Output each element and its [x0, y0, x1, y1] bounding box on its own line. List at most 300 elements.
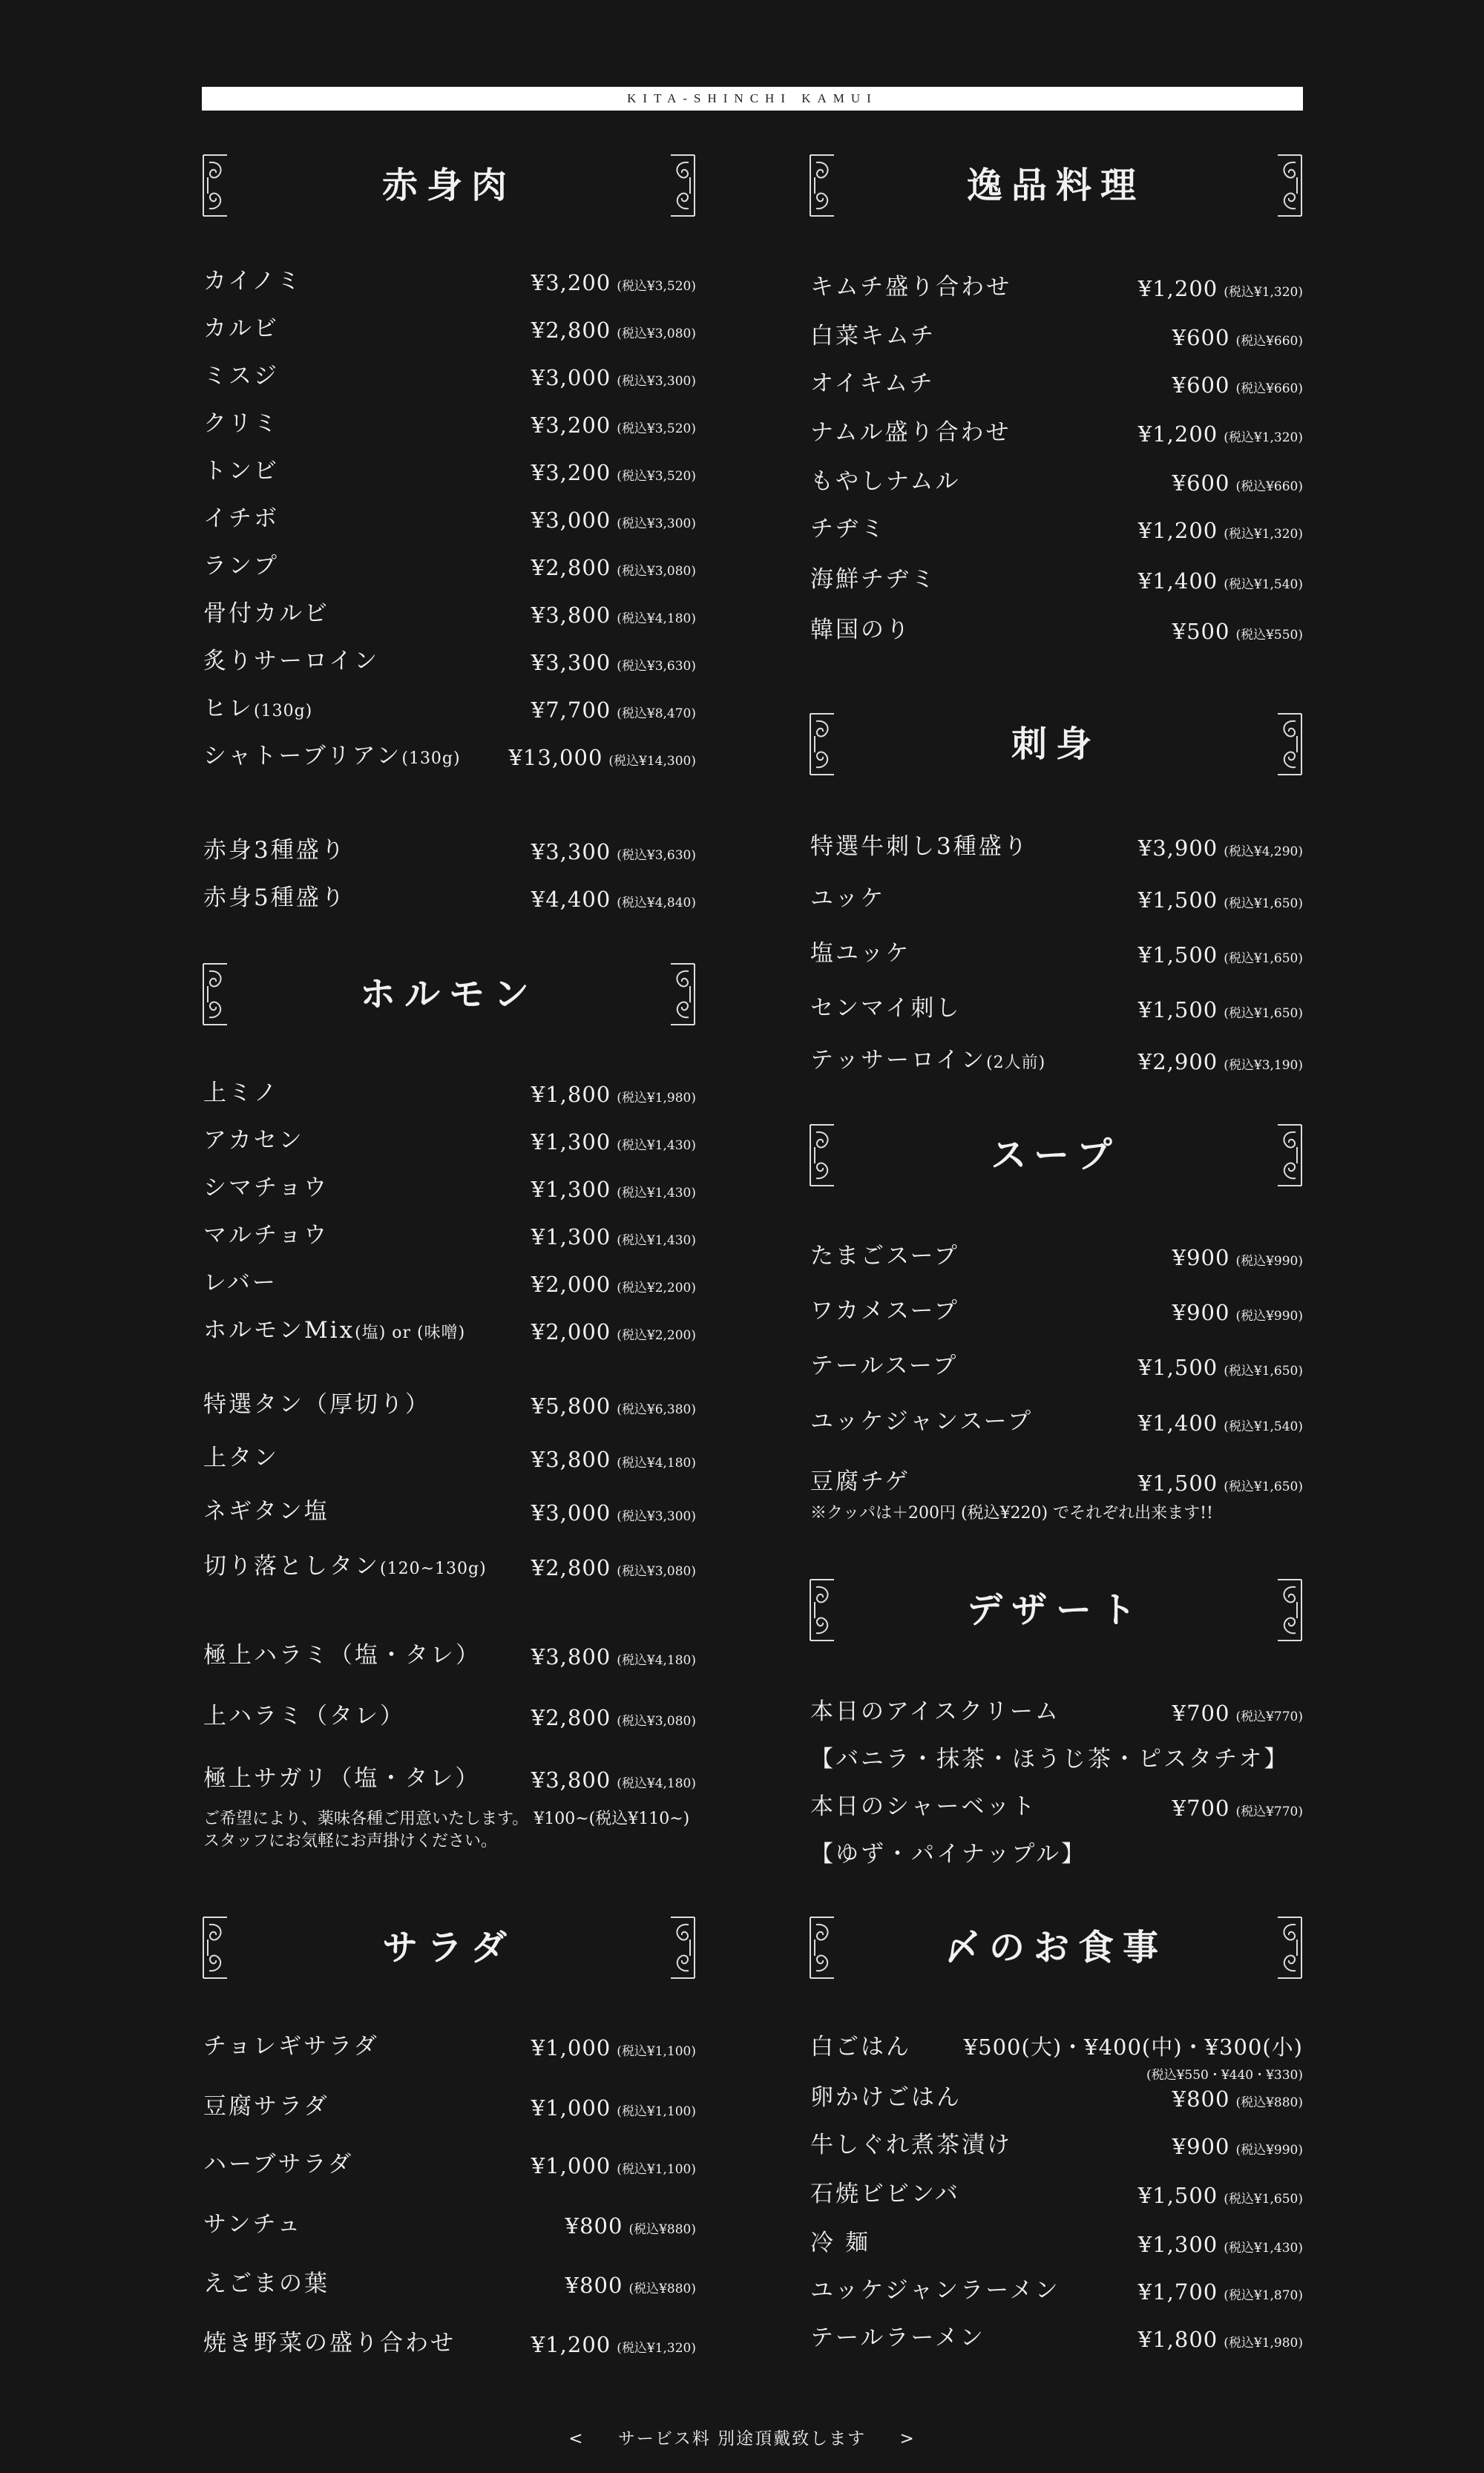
menu-item: [809, 1350, 1303, 1380]
item-name: 石焼ビビンバ: [810, 2181, 960, 2207]
item-name: 切り落としタン: [203, 1553, 380, 1580]
item-name-wrap: [810, 1462, 910, 1496]
item-price-wrap: [1172, 325, 1303, 350]
menu-item: [202, 1315, 696, 1344]
item-tax-price: (税込¥990): [1235, 1309, 1303, 1324]
item-price: ¥3,800: [531, 1644, 611, 1669]
item-price: ¥5,800: [531, 1393, 611, 1419]
item-price: ¥1,300: [531, 1129, 611, 1155]
menu-section: [809, 1916, 1303, 2352]
menu-item: [809, 1406, 1303, 1436]
item-name-wrap: [203, 1636, 481, 1669]
item-price: ¥2,000: [531, 1272, 611, 1297]
ornament-icon: [1276, 1123, 1303, 1187]
item-price: ¥7,700: [531, 697, 611, 723]
item-price: ¥1,500: [1137, 942, 1218, 968]
item-price-wrap: [531, 555, 696, 580]
item-name-wrap: [203, 1385, 430, 1419]
menu-section: [809, 712, 1303, 1074]
item-tax-price: (税込¥1,430): [1224, 2241, 1303, 2256]
item-price: ¥900: [1172, 1245, 1230, 1270]
item-name-wrap: [810, 560, 936, 594]
item-tax-price: (税込¥1,320): [617, 2341, 696, 2356]
item-price: ¥1,500: [1137, 2183, 1218, 2208]
item-tax-price: (税込¥880): [1235, 2095, 1303, 2110]
menu-item: [809, 1839, 1303, 1868]
item-price-wrap: [1138, 2232, 1303, 2257]
item-name: オイキムチ: [810, 370, 935, 397]
item-name: クリミ: [203, 410, 279, 437]
menu-item: [202, 1172, 696, 1202]
item-name-wrap: [810, 989, 961, 1022]
item-price-wrap: [531, 2035, 696, 2060]
item-tax-price: (税込¥1,650): [1224, 2192, 1303, 2207]
item-name-wrap: [203, 2145, 353, 2178]
ornament-icon: [1276, 154, 1303, 217]
item-price-wrap: [531, 1767, 696, 1793]
item-name: チョレギサラダ: [203, 2033, 379, 2060]
item-price-wrap: [531, 270, 696, 295]
item-name-wrap: [810, 2126, 1012, 2159]
item-price-wrap: [565, 2273, 696, 2298]
item-name: 海鮮チヂミ: [810, 566, 936, 593]
item-name: 上ハラミ（タレ）: [203, 1703, 405, 1730]
item-name-wrap: [203, 1547, 487, 1580]
footer-left-bracket: <: [568, 2429, 585, 2449]
item-name-wrap: [810, 1787, 1037, 1821]
item-price: ¥600: [1172, 325, 1230, 350]
item-price: ¥3,000: [531, 508, 611, 533]
item-price: ¥1,300: [531, 1177, 611, 1202]
item-tax-price: (税込¥3,630): [617, 848, 696, 863]
item-name: ナムル盛り合わせ: [810, 419, 1011, 446]
item-name-wrap: [810, 462, 960, 496]
menu-item: [202, 408, 696, 438]
item-price-wrap: [1138, 276, 1303, 301]
section-title: 刺身: [1011, 723, 1100, 765]
menu-item: [809, 614, 1303, 644]
item-name: ハーブサラダ: [203, 2151, 354, 2178]
item-name-wrap: [810, 1292, 959, 1325]
menu-item: [202, 2268, 696, 2298]
menu-item: [202, 2031, 696, 2060]
ornament-icon: [1276, 712, 1303, 776]
item-note: (130g): [401, 749, 461, 768]
item-tax-price: (税込¥6,380): [617, 1402, 696, 1417]
menu-section: [202, 1916, 696, 2357]
item-name: 塩ユッケ: [810, 940, 911, 967]
item-tax-price: (税込¥4,180): [617, 1776, 696, 1791]
menu-item: [202, 1077, 696, 1107]
footer-right-bracket: >: [899, 2429, 916, 2449]
item-price: ¥4,400: [531, 887, 611, 912]
item-tax-price: (税込¥1,870): [1224, 2288, 1303, 2303]
ornament-icon: [1276, 1916, 1303, 1980]
item-name: えごまの葉: [203, 2270, 329, 2297]
item-tax-price: (税込¥1,100): [617, 2044, 696, 2059]
item-name-wrap: [203, 2205, 303, 2239]
item-price-wrap: [1138, 942, 1303, 968]
item-name-wrap: [810, 1835, 1086, 1868]
item-name: シャトーブリアン: [203, 743, 402, 769]
menu-item: [809, 1696, 1303, 1726]
item-price: ¥3,800: [531, 1767, 611, 1793]
item-note: (130g): [254, 702, 313, 720]
item-name-wrap: [810, 1347, 958, 1380]
item-name-wrap: [810, 317, 936, 350]
item-tax-price: (税込¥1,980): [617, 1091, 696, 1106]
item-price-wrap: [531, 887, 696, 912]
item-price: ¥2,000: [531, 1319, 611, 1344]
item-name: 冷 麺: [810, 2230, 870, 2256]
item-name: たまごスープ: [810, 1243, 959, 1270]
menu-item: [202, 361, 696, 390]
section-header: [202, 1916, 696, 1980]
item-name-wrap: [203, 2265, 329, 2298]
item-name: ミスジ: [203, 363, 279, 390]
item-name: テールスープ: [810, 1353, 959, 1379]
item-price: ¥1,700: [1137, 2279, 1218, 2305]
item-price-wrap: [1138, 568, 1303, 594]
item-price-wrap: [531, 2153, 696, 2178]
item-price-wrap: [1172, 372, 1303, 398]
item-tax-price: (税込¥4,180): [617, 1456, 696, 1471]
menu-section: [809, 154, 1303, 644]
item-tax-price: (税込¥1,540): [1224, 577, 1303, 592]
item-name: ヒレ: [203, 695, 254, 722]
item-price: ¥3,000: [531, 365, 611, 390]
section-header: [809, 1578, 1303, 1642]
item-price-wrap: [531, 1129, 696, 1155]
item-tax-price: (税込¥990): [1235, 2143, 1303, 2158]
item-name-wrap: [810, 934, 910, 968]
item-price: ¥1,500: [1137, 1355, 1218, 1380]
item-price-wrap: [1138, 2183, 1303, 2208]
item-price: ¥500(大)・¥400(中)・¥300(小): [963, 2034, 1303, 2060]
item-name-wrap: [203, 1216, 329, 1249]
menu-item: [202, 1389, 696, 1419]
section-header: [202, 962, 696, 1026]
item-tax-price: (税込¥3,630): [617, 659, 696, 674]
item-tax-price: (税込¥770): [1235, 1710, 1303, 1724]
item-name-wrap: [203, 737, 461, 770]
item-price-wrap: [531, 1393, 696, 1419]
item-tax-price: (税込¥1,320): [1224, 430, 1303, 445]
item-price-wrap: [1138, 1471, 1303, 1496]
item-name-wrap: [810, 1237, 959, 1270]
menu-section: [809, 1123, 1303, 1523]
item-tax-price: (税込¥4,290): [1224, 844, 1303, 859]
item-price: ¥1,400: [1137, 568, 1218, 594]
item-name-wrap: [810, 268, 1011, 301]
menu-item: [809, 2082, 1303, 2112]
item-price: ¥3,800: [531, 1447, 611, 1472]
item-tax-price: (税込¥4,180): [617, 1653, 696, 1668]
section-title: 赤身肉: [381, 165, 516, 206]
section-header: [202, 154, 696, 217]
item-tax-price: (税込¥3,080): [617, 1564, 696, 1579]
item-price-wrap: [531, 1555, 696, 1580]
section-note: ご希望により、薬味各種ご用意いたします。 ¥100~(税込¥110~): [203, 1810, 690, 1828]
menu-item: [809, 368, 1303, 398]
menu-item: [809, 1791, 1303, 1821]
item-price-wrap: [531, 1224, 696, 1249]
menu-item: [202, 456, 696, 485]
item-name-wrap: [203, 2087, 329, 2121]
item-note: (120~130g): [380, 1560, 487, 1578]
ornament-icon: [669, 962, 696, 1026]
item-price-wrap: [1138, 1049, 1303, 1074]
section-note: ※クッパは＋200円 (税込¥220) でそれぞれ出来ます!!: [810, 1504, 1213, 1523]
item-name-wrap: [203, 1074, 279, 1107]
item-price-wrap: [1138, 997, 1303, 1022]
item-name: 炙りサーロイン: [203, 648, 380, 674]
item-price-wrap: [1138, 835, 1303, 861]
item-name: 【バニラ・抹茶・ほうじ茶・ピスタチオ】: [810, 1746, 1290, 1773]
item-price: ¥1,200: [1137, 421, 1218, 447]
item-name: ユッケジャンスープ: [810, 1408, 1034, 1435]
item-name-wrap: [810, 879, 885, 913]
item-name-wrap: [810, 364, 935, 398]
menu-section: [202, 962, 696, 1850]
item-price: ¥1,500: [1137, 997, 1218, 1022]
item-tax-price: (税込¥2,200): [617, 1328, 696, 1343]
item-tax-price: (税込¥4,180): [617, 611, 696, 626]
item-name: レバー: [203, 1270, 278, 1296]
item-name: もやしナムル: [810, 468, 961, 495]
menu-item: [809, 321, 1303, 350]
item-name-wrap: [203, 1697, 405, 1730]
item-tax-price: (税込¥660): [1235, 479, 1303, 494]
menu-item: [202, 740, 696, 770]
item-name-wrap: [810, 2078, 962, 2112]
item-name: 上タン: [203, 1445, 279, 1471]
item-price-wrap: [531, 1447, 696, 1472]
item-price: ¥3,300: [531, 650, 611, 675]
section-header: [809, 1916, 1303, 1980]
menu-item: [809, 1295, 1303, 1325]
menu-item: [809, 564, 1303, 594]
section-title: 〆のお食事: [944, 1927, 1167, 1968]
item-name-wrap: [810, 2028, 911, 2061]
menu-item: [202, 313, 696, 343]
item-name-wrap: [203, 2027, 379, 2060]
item-tax-price: (税込¥1,650): [1224, 1364, 1303, 1379]
item-name: 卵かけごはん: [810, 2084, 962, 2111]
item-name: 焼き野菜の盛り合わせ: [203, 2330, 456, 2357]
section-note: スタッフにお気軽にお声掛けください。: [203, 1832, 498, 1850]
item-name: ユッケジャンラーメン: [810, 2277, 1060, 2304]
menu-item: [809, 2032, 1303, 2083]
item-tax-price: (税込¥14,300): [608, 754, 696, 769]
item-price: ¥3,900: [1137, 835, 1218, 861]
item-price: ¥1,000: [531, 2095, 611, 2121]
menu-item: [202, 882, 696, 912]
section-title: 逸品料理: [966, 165, 1145, 206]
item-price: ¥3,200: [531, 460, 611, 485]
item-name-wrap: [203, 642, 379, 675]
section-header: [809, 712, 1303, 776]
item-price-wrap: [1172, 1701, 1303, 1726]
item-name-wrap: [203, 689, 312, 723]
menu-item: [202, 1267, 696, 1297]
section-header: [809, 1123, 1303, 1187]
item-name: 豆腐サラダ: [203, 2093, 329, 2120]
item-tax-price: (税込¥3,300): [617, 1509, 696, 1524]
menu-item: [202, 646, 696, 675]
item-tax-price: (税込¥660): [1235, 334, 1303, 349]
item-price-wrap: [1138, 887, 1303, 913]
item-price: ¥1,000: [531, 2153, 611, 2178]
item-price-wrap: [531, 602, 696, 628]
item-name-wrap: [810, 510, 886, 543]
menu-item: [202, 1763, 696, 1793]
item-name: カルビ: [203, 315, 279, 342]
item-name-wrap: [810, 2175, 960, 2208]
ornament-icon: [1276, 1578, 1303, 1642]
item-price: ¥2,800: [531, 1705, 611, 1730]
footer-text: サービス料 別途頂戴致します: [617, 2429, 867, 2449]
item-tax-price: (税込¥1,650): [1224, 896, 1303, 911]
item-name-wrap: [810, 413, 1011, 447]
menu-item: [202, 1701, 696, 1730]
item-price-wrap: [531, 1272, 696, 1297]
item-price: ¥700: [1172, 1796, 1230, 1821]
item-name: テッサーロイン: [810, 1047, 987, 1074]
item-price-wrap: [1138, 421, 1303, 447]
item-tax-price: (税込¥1,320): [1224, 527, 1303, 542]
menu-item: [809, 1744, 1303, 1773]
item-name-wrap: [810, 2319, 985, 2352]
item-name: ホルモンMix: [203, 1317, 355, 1344]
item-price: ¥13,000: [508, 745, 603, 770]
item-name: イチボ: [203, 505, 279, 532]
item-tax-price: (税込¥1,650): [1224, 951, 1303, 966]
item-name-wrap: [203, 262, 302, 295]
item-tax-price: (税込¥1,430): [617, 1233, 696, 1248]
item-name: サンチュ: [203, 2211, 303, 2238]
item-name: キムチ盛り合わせ: [810, 274, 1012, 300]
item-name-wrap: [810, 2271, 1060, 2305]
item-price: ¥2,900: [1137, 1049, 1218, 1074]
item-name-wrap: [203, 1439, 279, 1472]
item-price: ¥600: [1172, 470, 1230, 496]
item-price: ¥1,500: [1137, 1471, 1218, 1496]
item-tax-price: (税込¥3,300): [617, 516, 696, 531]
item-name: 豆腐チゲ: [810, 1468, 910, 1495]
item-price-wrap: [1138, 2327, 1303, 2352]
section-title: サラダ: [382, 1927, 516, 1968]
item-price-wrap: [1172, 2134, 1303, 2159]
item-tax-price: (税込¥880): [628, 2222, 696, 2237]
item-price: ¥1,800: [1137, 2327, 1218, 2352]
item-price: ¥500: [1172, 619, 1230, 644]
item-price: ¥1,200: [1137, 518, 1218, 543]
item-price: ¥700: [1172, 1701, 1230, 1726]
menu-item: [202, 1442, 696, 1472]
item-tax-price: (税込¥1,980): [1224, 2336, 1303, 2351]
section-title: ホルモン: [359, 973, 538, 1015]
item-tax-price: (税込¥3,520): [617, 469, 696, 484]
item-price-wrap: [531, 460, 696, 485]
item-price: ¥1,400: [1137, 1410, 1218, 1436]
item-price: ¥2,800: [531, 1555, 611, 1580]
item-name-wrap: [203, 831, 347, 864]
item-tax-price: (税込¥3,080): [617, 1714, 696, 1729]
item-price: ¥800: [1172, 2086, 1230, 2112]
item-price-wrap: [531, 2332, 696, 2357]
item-tax-price: (税込¥770): [1235, 1804, 1303, 1819]
item-name: センマイ刺し: [810, 995, 962, 1022]
menu-item: [809, 2275, 1303, 2305]
footer-note: [0, 2425, 1484, 2449]
item-tax-price: (税込¥1,650): [1224, 1479, 1303, 1494]
item-price-wrap: [531, 1177, 696, 1202]
item-tax-price: (税込¥4,840): [617, 896, 696, 910]
menu-item: [202, 835, 696, 864]
item-tax-price: (税込¥8,470): [617, 706, 696, 721]
item-name: チヂミ: [810, 516, 886, 542]
item-price-wrap: [964, 2031, 1303, 2061]
item-name-wrap: [203, 547, 279, 580]
brand-banner: KITA-SHINCHI KAMUI: [202, 87, 1303, 111]
item-name: ネギタン塩: [203, 1498, 329, 1525]
item-price: ¥2,800: [531, 555, 611, 580]
item-name: マルチョウ: [203, 1222, 329, 1249]
menu-section: [809, 1578, 1303, 1868]
item-price-wrap: [531, 413, 696, 438]
item-price: ¥1,300: [1137, 2232, 1218, 2257]
menu-item: [809, 513, 1303, 543]
item-name: 上ミノ: [203, 1080, 279, 1106]
menu-item: [809, 1466, 1303, 1496]
item-price-wrap: [531, 1705, 696, 1730]
menu-item: [202, 2209, 696, 2239]
menu-item: [809, 417, 1303, 447]
item-tax-price: (税込¥3,080): [617, 564, 696, 579]
item-name-wrap: [203, 404, 279, 438]
item-name: 赤身5種盛り: [203, 884, 347, 911]
item-name: 極上サガリ（塩・タレ）: [203, 1765, 481, 1792]
item-tax-price: (税込¥1,650): [1224, 1006, 1303, 1021]
menu-item: [202, 2149, 696, 2178]
item-name-wrap: [810, 1402, 1033, 1436]
item-tax-price: (税込¥3,520): [617, 279, 696, 294]
item-name-wrap: [203, 878, 347, 912]
item-price-wrap: [531, 1319, 696, 1344]
item-price: ¥1,800: [531, 1082, 611, 1107]
item-name: 韓国のり: [810, 617, 911, 643]
menu-item: [809, 1045, 1303, 1074]
item-name: 特選牛刺し3種盛り: [810, 833, 1029, 860]
item-price: ¥3,300: [531, 839, 611, 864]
item-tax-price: (税込¥1,540): [1224, 1419, 1303, 1434]
menu-item: [202, 551, 696, 580]
item-price: ¥1,000: [531, 2035, 611, 2060]
item-name-wrap: [203, 1759, 480, 1793]
item-price: ¥1,200: [1137, 276, 1218, 301]
item-name-wrap: [203, 1264, 278, 1297]
item-price-wrap: [531, 650, 696, 675]
item-name-wrap: [203, 2324, 456, 2357]
item-price: ¥1,200: [531, 2332, 611, 2357]
item-tax-price: (税込¥880): [628, 2282, 696, 2296]
item-name: 極上ハラミ（塩・タレ）: [203, 1642, 481, 1669]
item-price-wrap: [1172, 1796, 1303, 1821]
item-price-wrap: [531, 508, 696, 533]
item-tax-price: (税込¥660): [1235, 381, 1303, 396]
item-price-wrap: [531, 1644, 696, 1669]
